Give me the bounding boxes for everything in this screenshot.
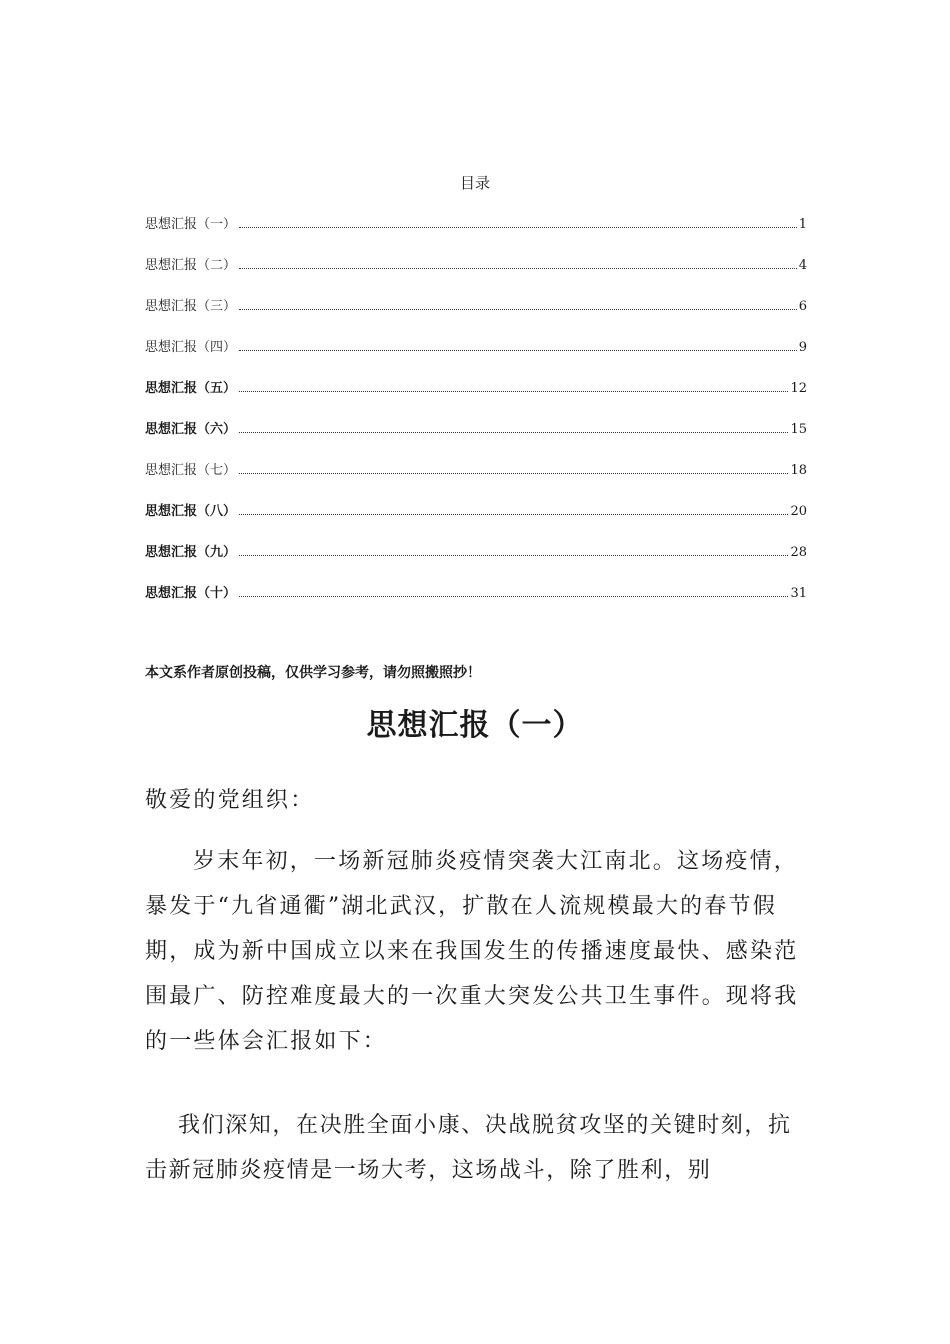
toc-entry-page: 4 [798, 258, 807, 273]
toc-entry-page: 15 [790, 422, 807, 437]
body-paragraph: 我们深知，在决胜全面小康、决战脱贫攻坚的关键时刻，抗击新冠肺炎疫情是一场大考，这场战斗，除了胜利，别 [145, 1113, 792, 1183]
toc-leader-dots [239, 308, 797, 310]
toc-entry-page: 6 [798, 299, 807, 314]
toc-leader-dots [239, 513, 788, 515]
toc-entry[interactable] [145, 377, 807, 418]
toc-entry-page: 28 [790, 545, 807, 560]
toc-entry-label: 思想汇报（七） [145, 463, 237, 478]
section-title: 思想汇报（一） [366, 708, 584, 743]
toc-leader-dots [239, 472, 788, 474]
toc-entry-label: 思想汇报（四） [145, 340, 237, 355]
toc-leader-dots [239, 349, 797, 351]
toc-leader-dots [239, 226, 797, 228]
toc-entry-page: 12 [790, 381, 807, 396]
toc-entry-label: 思想汇报（十） [145, 586, 237, 601]
toc-entry-page: 1 [798, 217, 807, 232]
toc-entry[interactable] [145, 459, 807, 500]
toc-entry[interactable] [145, 336, 807, 377]
toc-leader-dots [239, 431, 788, 433]
copyright-notice: 本文系作者原创投稿，仅供学习参考，请勿照搬照抄！ [145, 665, 481, 681]
body-paragraph: 岁末年初，一场新冠肺炎疫情突袭大江南北。这场疫情，暴发于“九省通衢”湖北武汉，扩散在人流规模最大的春节假期，成为新中国成立以来在我国发生的传播速度最快、感染范围最广、防控难度最大的一次重大突发公共卫生事件。现将我的一些体会汇报如下： [145, 849, 799, 1054]
toc-entry[interactable] [145, 213, 807, 254]
toc-leader-dots [239, 554, 788, 556]
table-of-contents [145, 213, 807, 623]
toc-entry-label: 思想汇报（九） [145, 545, 237, 560]
toc-entry[interactable] [145, 500, 807, 541]
toc-entry[interactable] [145, 254, 807, 295]
toc-entry-page: 20 [790, 504, 807, 519]
toc-entry-label: 思想汇报（六） [145, 422, 237, 437]
toc-leader-dots [239, 267, 797, 269]
toc-entry-label: 思想汇报（五） [145, 381, 237, 396]
toc-leader-dots [239, 595, 788, 597]
toc-entry-label: 思想汇报（二） [145, 258, 237, 273]
toc-entry-label: 思想汇报（三） [145, 299, 237, 314]
toc-entry[interactable] [145, 582, 807, 623]
toc-title: 目录 [459, 174, 490, 192]
toc-entry-page: 9 [798, 340, 807, 355]
toc-entry-label: 思想汇报（八） [145, 504, 237, 519]
toc-entry-page: 18 [790, 463, 807, 478]
salutation: 敬爱的党组织： [145, 788, 315, 813]
toc-entry-label: 思想汇报（一） [145, 217, 237, 232]
toc-leader-dots [239, 390, 788, 392]
toc-entry[interactable] [145, 541, 807, 582]
toc-entry[interactable] [145, 418, 807, 459]
toc-entry[interactable] [145, 295, 807, 336]
toc-entry-page: 31 [790, 586, 807, 601]
